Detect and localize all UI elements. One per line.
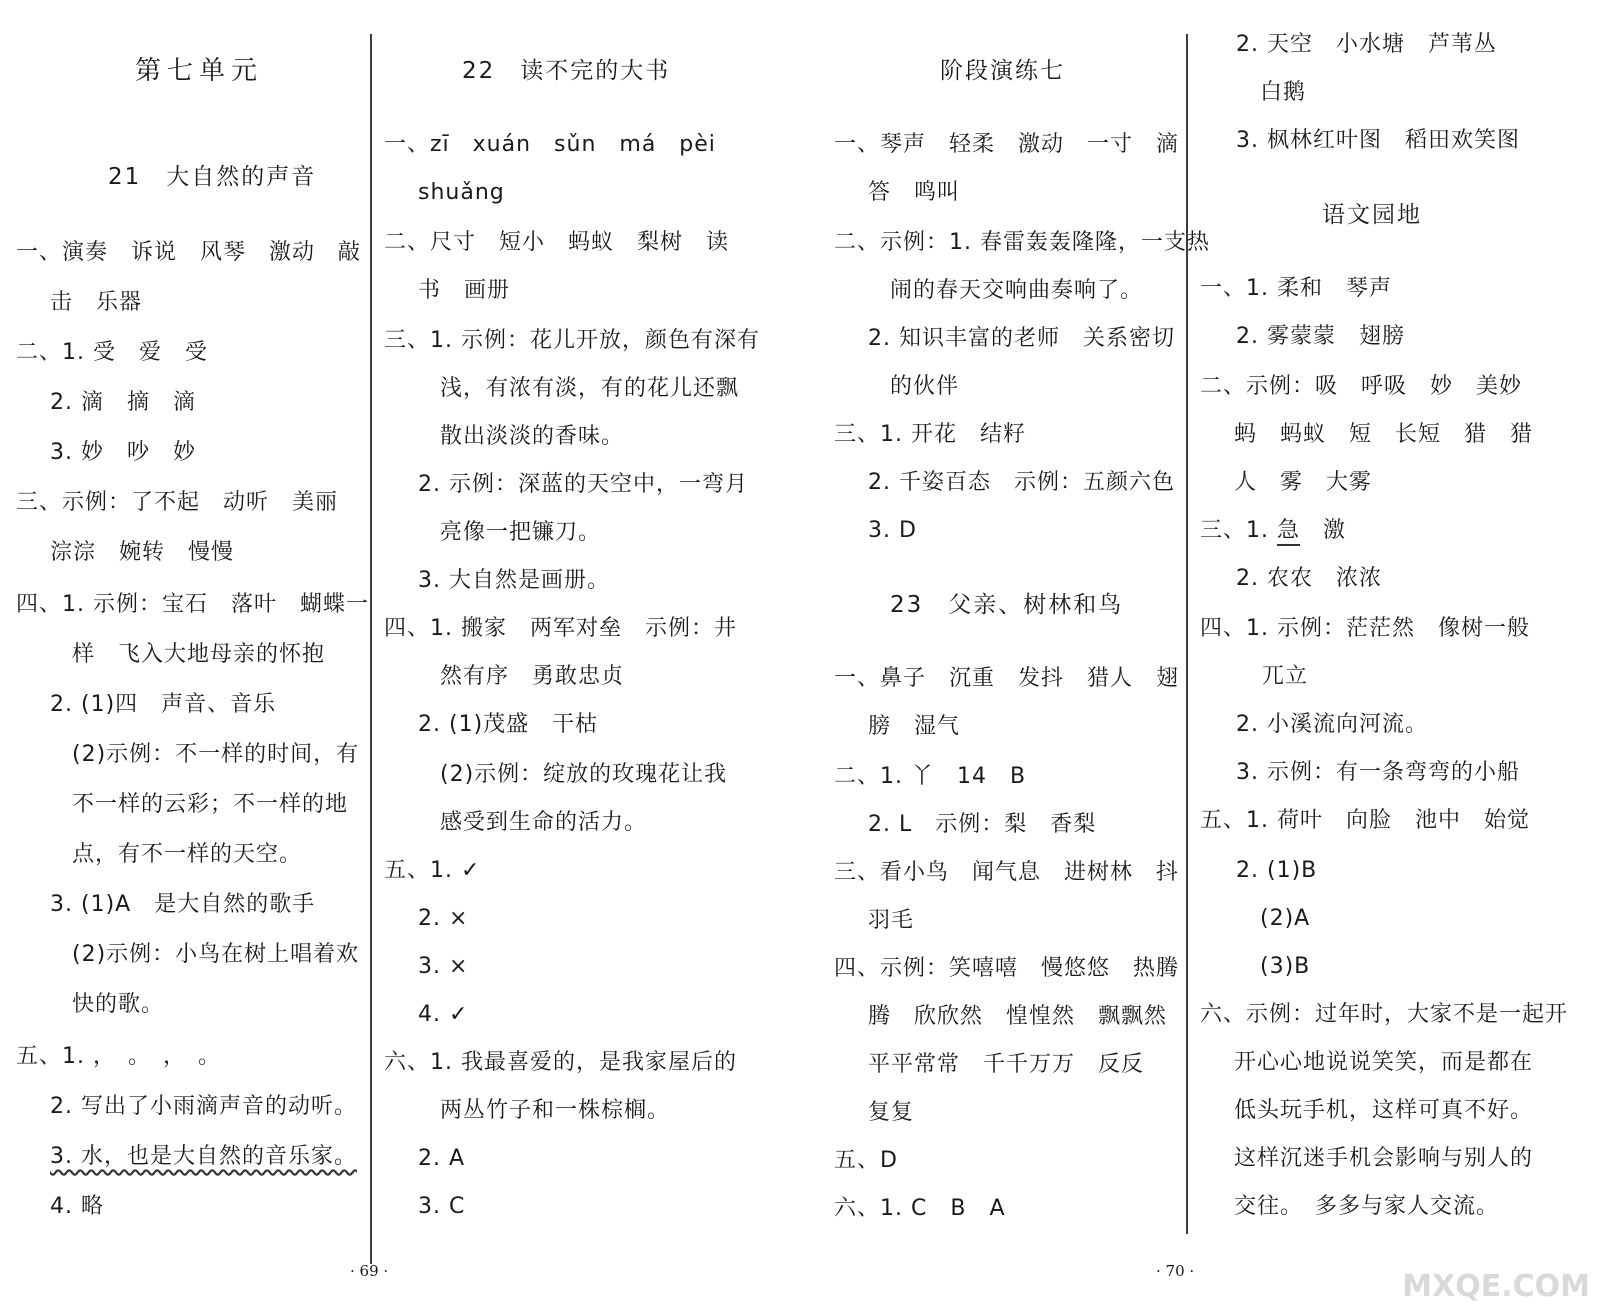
answer-line: 膀 湿气: [868, 714, 961, 739]
answer-line: 复复: [868, 1100, 915, 1125]
underlined-answer: 3. 水，也是大自然的音乐家。: [50, 1144, 357, 1169]
answer-line: 4. ✓: [418, 1002, 469, 1027]
answer-line: 3. C: [418, 1194, 466, 1219]
answer-line: 2. 天空 小水塘 芦苇丛: [1236, 32, 1497, 57]
answer-line: 四、1. 示例：宝石 落叶 蝴蝶一: [16, 592, 369, 617]
answer-line: 3. 枫林红叶图 稻田欢笑图: [1236, 128, 1520, 153]
section-title: 23 父亲、树林和鸟: [890, 592, 1124, 618]
answer-line: 快的歌。: [72, 992, 165, 1017]
answer-line: 2. A: [418, 1146, 466, 1171]
answer-line: 蚂 蚂蚁 短 长短 猎 猎: [1234, 422, 1534, 447]
section-title: 第七单元: [135, 56, 264, 86]
answer-line: 淙淙 婉转 慢慢: [50, 540, 235, 565]
answer-line: 交往。 多多与家人交流。: [1234, 1194, 1500, 1219]
page-70: [800, 0, 1600, 1312]
answer-line: shuǎng: [418, 180, 505, 205]
answer-line: 三、示例：了不起 动听 美丽: [16, 490, 339, 515]
answer-line: 羽毛: [868, 908, 915, 933]
answer-line: 闹的春天交响曲奏响了。: [890, 278, 1144, 303]
answer-line: 这样沉迷手机会影响与别人的: [1234, 1146, 1534, 1171]
answer-line: 感受到生命的活力。: [440, 810, 648, 835]
watermark-logo: MXQE.COM: [1402, 1269, 1590, 1304]
answer-line: 3. ×: [418, 954, 469, 979]
answer-line: (3)B: [1260, 954, 1311, 979]
answer-line: 点，有不一样的天空。: [72, 842, 303, 867]
answer-line: 三、1. 示例：花儿开放，颜色有深有: [384, 328, 760, 353]
answer-line: 一、鼻子 沉重 发抖 猎人 翅: [834, 666, 1180, 691]
page-number: · 70 ·: [1156, 1262, 1195, 1280]
answer-line: 一、1. 柔和 琴声: [1200, 276, 1392, 301]
answer-line: 白鹅: [1260, 80, 1307, 105]
answer-line: 2. 农农 浓浓: [1236, 566, 1382, 591]
answer-line: 3. 大自然是画册。: [418, 568, 610, 593]
answer-line: 四、1. 搬家 两军对垒 示例：井: [384, 616, 737, 641]
answer-line: 2. (1)四 声音、音乐: [50, 692, 277, 717]
answer-line: 然有序 勇敢忠贞: [440, 664, 625, 689]
answer-line: 2. 知识丰富的老师 关系密切: [868, 326, 1175, 351]
answer-line: 四、1. 示例：茫茫然 像树一般: [1200, 616, 1530, 641]
page-number-value: 69: [359, 1262, 379, 1280]
answer-line: 二、尺寸 短小 蚂蚁 梨树 读: [384, 230, 730, 255]
page-number: · 69 ·: [350, 1262, 389, 1280]
answer-line: 2. L 示例：梨 香梨: [868, 812, 1097, 837]
answer-line: 2. 千姿百态 示例：五颜六色: [868, 470, 1175, 495]
answer-line: 五、1. 荷叶 向脸 池中 始觉: [1200, 808, 1530, 833]
answer-line: 3. D: [868, 518, 917, 543]
section-title: 阶段演练七: [940, 58, 1065, 84]
answer-line: [50, 1142, 357, 1172]
answer-line: 低头玩手机，这样可真不好。: [1234, 1098, 1534, 1123]
answer-line: 人 雾 大雾: [1234, 470, 1373, 495]
answer-line: 2. (1)B: [1236, 858, 1318, 883]
answer-line: 书 画册: [418, 278, 511, 303]
answer-line: (2)示例：不一样的时间，有: [72, 742, 360, 767]
answer-line: 浅，有浓有淡，有的花儿还飘: [440, 376, 740, 401]
answer-line: 3. 妙 吵 妙: [50, 440, 196, 465]
answer-line: 2. 写出了小雨滴声音的动听。: [50, 1094, 357, 1119]
answer-line: 三、1. 急 激: [1200, 516, 1346, 546]
answer-line: 2. 滴 摘 滴: [50, 390, 196, 415]
answer-line: 三、1. 开花 结籽: [834, 422, 1026, 447]
page-number-value: 70: [1165, 1262, 1185, 1280]
section-title: 22 读不完的大书: [462, 58, 671, 84]
answer-line: 3. 示例：有一条弯弯的小船: [1236, 760, 1520, 785]
answer-line: 的伙伴: [890, 374, 960, 399]
answer-line: 六、示例：过年时，大家不是一起开: [1200, 1002, 1569, 1027]
answer-line: 2. 示例：深蓝的天空中，一弯月: [418, 472, 748, 497]
answer-line: 不一样的云彩；不一样的地: [72, 792, 349, 817]
answer-line: 2. 小溪流向河流。: [1236, 712, 1428, 737]
answer-line: 平平常常 千千万万 反反: [868, 1052, 1145, 1077]
answer-line: 二、1. 丫 14 B: [834, 764, 1027, 789]
answer-line: 兀立: [1262, 664, 1309, 689]
answer-line: 击 乐器: [50, 290, 143, 315]
answer-line: 五、1. ✓: [384, 858, 481, 883]
answer-line: 2. ×: [418, 906, 469, 931]
underlined-char: 急: [1277, 518, 1300, 546]
answer-line: 一、演奏 诉说 风琴 激动 敲: [16, 240, 362, 265]
answer-line: 2. 雾蒙蒙 翅膀: [1236, 324, 1405, 349]
answer-line: 五、D: [834, 1148, 898, 1173]
answer-line: (2)示例：小鸟在树上唱着欢: [72, 942, 360, 967]
answer-line: 四、示例：笑嘻嘻 慢悠悠 热腾: [834, 956, 1180, 981]
answer-line: 五、1. ， 。 ， 。: [16, 1044, 221, 1069]
answer-line: 一、zī xuán sǔn má pèi: [384, 132, 716, 157]
answer-line: 一、琴声 轻柔 激动 一寸 滴: [834, 132, 1180, 157]
answer-line: 六、1. 我最喜爱的，是我家屋后的: [384, 1050, 737, 1075]
section-title: 语文园地: [1322, 202, 1422, 228]
answer-line: (2)A: [1260, 906, 1311, 931]
answer-line: 二、示例：1. 春雷轰轰隆隆，一支热: [834, 230, 1210, 255]
answer-line: 开心心地说说笑笑，而是都在: [1234, 1050, 1534, 1075]
answer-line: 散出淡淡的香味。: [440, 424, 625, 449]
answer-line: 二、1. 受 爱 受: [16, 340, 208, 365]
column-divider: [370, 34, 372, 1264]
answer-line: 3. (1)A 是大自然的歌手: [50, 892, 316, 917]
answer-line: 2. (1)茂盛 干枯: [418, 712, 599, 737]
answer-line: 两丛竹子和一株棕榈。: [440, 1098, 671, 1123]
answer-line: 腾 欣欣然 惶惶然 飘飘然: [868, 1004, 1168, 1029]
answer-line: 二、示例：吸 呼吸 妙 美妙: [1200, 374, 1523, 399]
answer-line: 答 鸣叫: [868, 180, 961, 205]
answer-line: 三、看小鸟 闻气息 进树林 抖: [834, 860, 1180, 885]
answer-line: (2)示例：绽放的玫瑰花让我: [440, 762, 728, 787]
answer-line: 六、1. C B A: [834, 1196, 1006, 1221]
answer-line: 样 飞入大地母亲的怀抱: [72, 642, 326, 667]
column-divider: [1186, 34, 1188, 1234]
answer-line: 亮像一把镰刀。: [440, 520, 602, 545]
answer-line: 4. 略: [50, 1194, 104, 1219]
section-title: 21 大自然的声音: [108, 164, 317, 190]
